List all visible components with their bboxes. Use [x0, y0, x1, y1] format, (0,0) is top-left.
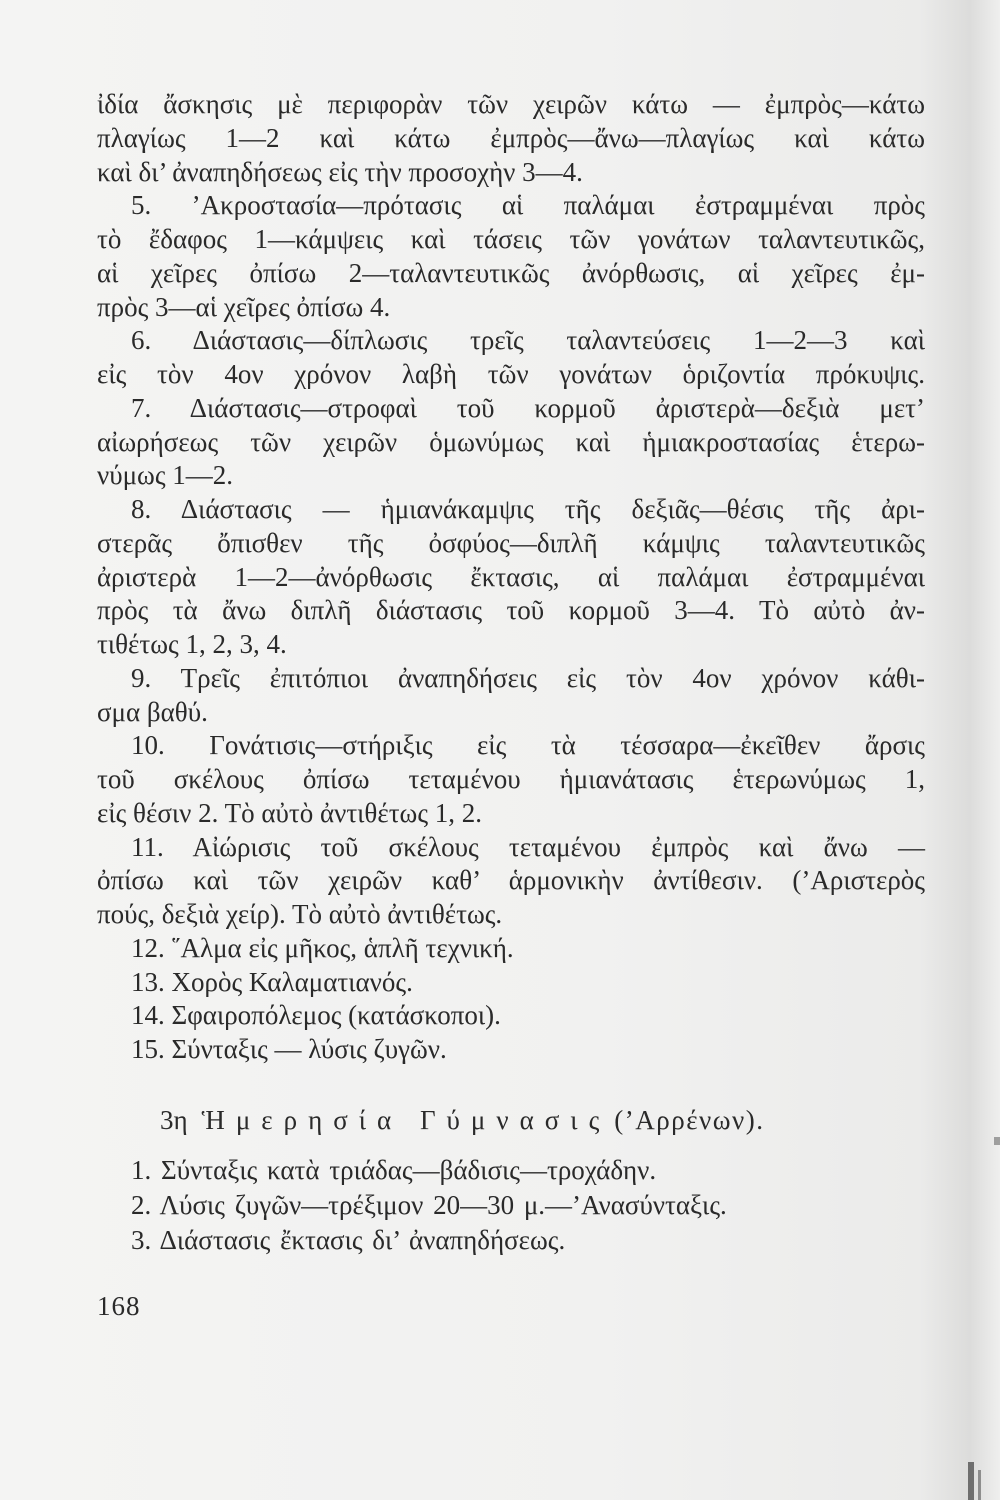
- exercise-line: 10. Γονάτισις—στήριξις εἰς τὰ τέσσαρα—ἐκεῖθεν ἄρσις: [131, 730, 925, 761]
- section-item: 3. Διάστασις ἔκτασις δι’ ἀναπηδήσεως.: [131, 1225, 566, 1255]
- section-item: 2. Λύσις ζυγῶν—τρέξιμον 20—30 μ.—’Ανασύνταξις.: [131, 1190, 727, 1220]
- exercise-line: 6. Διάστασις—δίπλωσις τρεῖς ταλαντεύσεις 1—2—3 καὶ: [131, 325, 925, 356]
- section-number: 3η: [160, 1105, 188, 1135]
- text-line: τιθέτως 1, 2, 3, 4.: [97, 629, 287, 659]
- text-line: αἰωρήσεως τῶν χειρῶν ὁμωνύμως καὶ ἡμιακροστασίας ἑτερω-: [97, 426, 925, 457]
- section-item: 1. Σύνταξις κατὰ τριάδας—βάδισις—τροχάδην.: [131, 1155, 657, 1185]
- text-line: σμα βαθύ.: [97, 696, 208, 727]
- page-number: 168: [97, 1291, 141, 1321]
- section-item-list: [97, 1153, 925, 1258]
- text-line: εἰς τὸν 4ον χρόνον λαβὴ τῶν γονάτων ὁριζοντία πρόκυψις.: [97, 359, 925, 389]
- exercise-line: 5. ’Ακροστασία—πρότασις αἱ παλάμαι ἐστραμμέναι πρὸς: [131, 190, 925, 221]
- page-body-text: [97, 88, 925, 1067]
- section-title: Ἡμερησία Γύμνασις: [201, 1105, 611, 1135]
- binding-shadow: [968, 1462, 974, 1500]
- text-line: πρὸς τὰ ἄνω διπλῆ διάστασις τοῦ κορμοῦ 3—4. Τὸ αὐτὸ ἀν-: [97, 595, 925, 626]
- section-subtitle: (’Αρρένων).: [614, 1105, 765, 1135]
- text-line: στερᾶς ὄπισθεν τῆς ὀσφύος—διπλῆ κάμψις ταλαντευτικῶς: [97, 527, 925, 558]
- text-line: αἱ χεῖρες ὀπίσω 2—ταλαντευτικῶς ἀνόρθωσις, αἱ χεῖρες ἐμ-: [97, 257, 925, 288]
- exercise-line: 11. Αἰώρισις τοῦ σκέλους τεταμένου ἐμπρὸς καὶ ἄνω —: [131, 831, 925, 862]
- text-line: καὶ δι’ ἀναπηδήσεως εἰς τὴν προσοχὴν 3—4.: [97, 156, 583, 187]
- exercise-line: 8. Διάστασις — ἡμιανάκαμψις τῆς δεξιᾶς—θέσις τῆς ἀρι-: [131, 494, 925, 524]
- text-line: πούς, δεξιὰ χείρ). Τὸ αὐτὸ ἀντιθέτως.: [97, 899, 503, 929]
- text-line: ἰδία ἄσκησις μὲ περιφορὰν τῶν χειρῶν κάτω — ἐμπρὸς—κάτω: [97, 89, 925, 119]
- text-line: νύμως 1—2.: [97, 460, 234, 491]
- exercise-line: 12. ῞Αλμα εἰς μῆκος, ἁπλῆ τεχνική.: [131, 932, 514, 963]
- exercise-line: 7. Διάστασις—στροφαὶ τοῦ κορμοῦ ἀριστερὰ—δεξιὰ μετ’: [131, 392, 925, 423]
- section-heading: [160, 1103, 925, 1137]
- scan-speck: [994, 1137, 1000, 1145]
- exercise-line: 15. Σύνταξις — λύσις ζυγῶν.: [131, 1034, 447, 1064]
- exercise-line: 14. Σφαιροπόλεμος (κατάσκοποι).: [131, 1000, 501, 1031]
- exercise-line: 13. Χορὸς Καλαματιανός.: [131, 966, 413, 997]
- exercise-line: 9. Τρεῖς ἐπιτόπιοι ἀναπηδήσεις εἰς τὸν 4ον χρόνον κάθι-: [131, 662, 925, 693]
- text-line: ἀριστερὰ 1—2—ἀνόρθωσις ἔκτασις, αἱ παλάμαι ἐστραμμέναι: [97, 561, 925, 592]
- text-line: εἰς θέσιν 2. Τὸ αὐτὸ ἀντιθέτως 1, 2.: [97, 797, 483, 828]
- text-line: ὀπίσω καὶ τῶν χειρῶν καθ’ ἁρμονικὴν ἀντίθεσιν. (’Αριστερὸς: [97, 865, 925, 896]
- text-line: πρὸς 3—αἱ χεῖρες ὀπίσω 4.: [97, 291, 391, 322]
- binding-shadow: [978, 1470, 981, 1500]
- text-line: τὸ ἔδαφος 1—κάμψεις καὶ τάσεις τῶν γονάτων ταλαντευτικῶς,: [97, 224, 925, 254]
- text-line: τοῦ σκέλους ὀπίσω τεταμένου ἡμιανάτασις ἑτερωνύμως 1,: [97, 764, 925, 794]
- text-line: πλαγίως 1—2 καὶ κάτω ἐμπρὸς—ἄνω—πλαγίως καὶ κάτω: [97, 122, 925, 153]
